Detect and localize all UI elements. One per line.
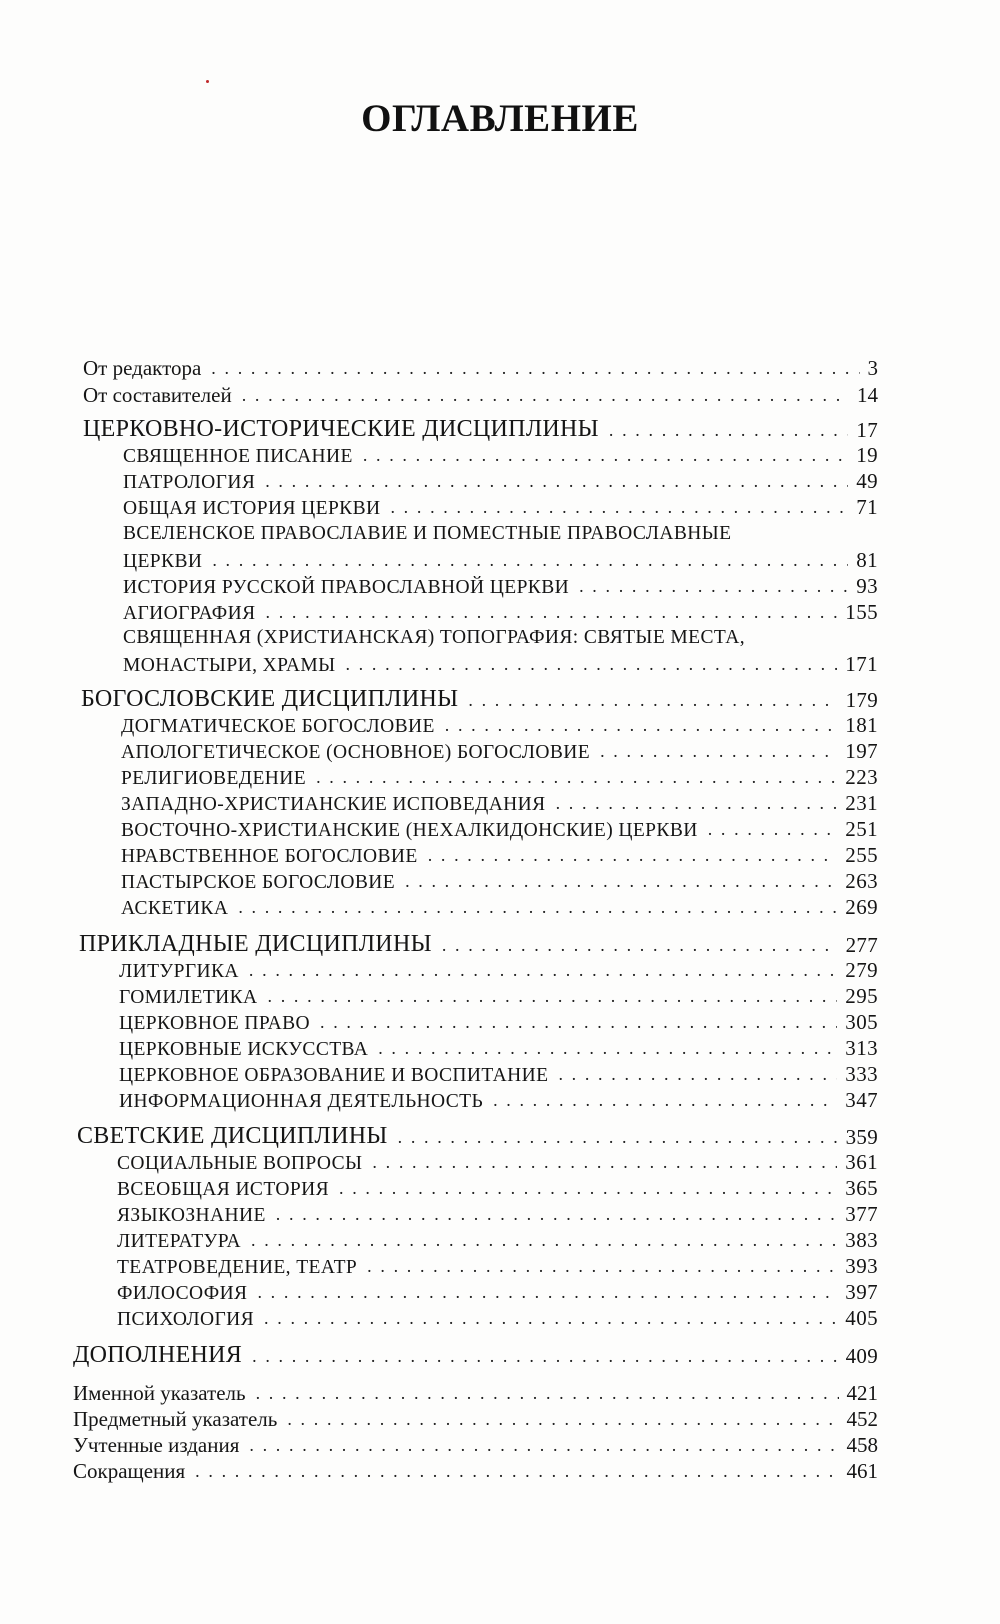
toc-entry-from-editor[interactable] — [83, 358, 878, 379]
toc-entry-label: ЦЕРКВИ — [123, 550, 203, 572]
toc-entry-page: 409 — [845, 1344, 878, 1368]
toc-entry-page: 365 — [845, 1176, 878, 1200]
toc-entry-moral-theology[interactable] — [121, 845, 878, 866]
toc-entry-russian-church-history[interactable] — [123, 576, 878, 597]
leader-dots — [257, 1283, 837, 1303]
leader-dots — [405, 872, 837, 892]
toc-entry-church-arts[interactable] — [119, 1038, 878, 1059]
toc-entry-religious-studies[interactable] — [121, 767, 878, 788]
toc-section-secular[interactable] — [77, 1124, 878, 1148]
toc-section-label: ДОПОЛНЕНИЯ — [73, 1342, 243, 1368]
toc-entry-label: ИСТОРИЯ РУССКОЙ ПРАВОСЛАВНОЙ ЦЕРКВИ — [123, 576, 570, 598]
leader-dots — [372, 1153, 837, 1173]
toc-entry-page: 171 — [845, 652, 878, 676]
toc-entry-from-compilers[interactable] — [83, 385, 878, 406]
toc-entry-label: ФИЛОСОФИЯ — [117, 1282, 248, 1304]
toc-entry-label: ИНФОРМАЦИОННАЯ ДЕЯТЕЛЬНОСТЬ — [119, 1090, 484, 1112]
toc-entry-label: ЦЕРКОВНЫЕ ИСКУССТВА — [119, 1038, 369, 1060]
leader-dots — [266, 603, 838, 623]
toc-entry-label: Учтенные издания — [73, 1433, 240, 1457]
toc-entry-eastern-churches[interactable] — [121, 819, 878, 840]
leader-dots — [390, 498, 848, 518]
toc-entry-page: 251 — [845, 817, 878, 841]
toc-entry-page: 383 — [845, 1228, 878, 1252]
toc-entry-page: 263 — [845, 869, 878, 893]
leader-dots — [251, 1231, 837, 1251]
toc-entry-page: 279 — [845, 958, 878, 982]
leader-dots — [378, 1039, 837, 1059]
leader-dots — [609, 421, 849, 441]
toc-entry-social-issues[interactable] — [117, 1152, 878, 1173]
toc-entry-page: 361 — [845, 1150, 878, 1174]
toc-section-appendices[interactable] — [73, 1343, 878, 1367]
toc-entry-label: ВОСТОЧНО-ХРИСТИАНСКИЕ (НЕХАЛКИДОНСКИЕ) ЦЕРКВИ — [121, 819, 698, 841]
leader-dots — [320, 1013, 837, 1033]
leader-dots — [442, 936, 838, 956]
toc-entry-linguistics[interactable] — [117, 1204, 878, 1225]
toc-entry-patrology[interactable] — [123, 471, 878, 492]
toc-entry-subject-index[interactable] — [73, 1409, 878, 1430]
leader-dots — [708, 820, 838, 840]
toc-entry-page: 452 — [846, 1407, 878, 1431]
toc-entry-liturgics[interactable] — [119, 960, 878, 981]
toc-entry-apologetics[interactable] — [121, 741, 878, 762]
toc-entry-ascetics[interactable] — [121, 897, 878, 918]
leader-dots — [276, 1205, 838, 1225]
toc-entry-label: АГИОГРАФИЯ — [123, 602, 256, 624]
toc-entry-literature[interactable] — [117, 1230, 878, 1251]
toc-entry-hagiography[interactable] — [123, 602, 878, 623]
toc-section-theology[interactable] — [81, 687, 878, 711]
toc-entry-pastoral-theology[interactable] — [121, 871, 878, 892]
leader-dots — [268, 987, 838, 1007]
toc-entry-page: 277 — [845, 933, 878, 957]
leader-dots — [558, 1065, 837, 1085]
toc-entry-page: 295 — [845, 984, 878, 1008]
toc-entry-label: РЕЛИГИОВЕДЕНИЕ — [121, 767, 307, 789]
toc-entry-topography[interactable] — [123, 654, 878, 675]
leader-dots — [212, 551, 848, 571]
toc-section-church-history[interactable] — [83, 417, 878, 441]
toc-entry-label: ГОМИЛЕТИКА — [119, 986, 258, 1008]
leader-dots — [428, 846, 838, 866]
toc-entry-page: 393 — [845, 1254, 878, 1278]
leader-dots — [264, 1309, 837, 1329]
toc-entry-information-activity[interactable] — [119, 1090, 878, 1111]
leader-dots — [316, 768, 837, 788]
toc-entry-page: 461 — [846, 1459, 878, 1483]
toc-entry-page: 197 — [845, 739, 878, 763]
toc-entry-label: ТЕАТРОВЕДЕНИЕ, ТЕАТР — [117, 1256, 358, 1278]
toc-entry-label: ВСЕОБЩАЯ ИСТОРИЯ — [117, 1178, 329, 1200]
toc-entry-church-education[interactable] — [119, 1064, 878, 1085]
leader-dots — [579, 577, 848, 597]
toc-entry-page: 231 — [845, 791, 878, 815]
toc-section-label: ПРИКЛАДНЫЕ ДИСЦИПЛИНЫ — [79, 931, 432, 957]
leader-dots — [256, 1384, 839, 1404]
toc-entry-label-line1: СВЯЩЕННАЯ (ХРИСТИАНСКАЯ) ТОПОГРАФИЯ: СВЯТЫЕ МЕСТА, — [123, 627, 745, 648]
toc-entry-label: ОБЩАЯ ИСТОРИЯ ЦЕРКВИ — [123, 497, 381, 519]
toc-entry-label: ПАТРОЛОГИЯ — [123, 471, 256, 493]
toc-entry-page: 93 — [856, 574, 878, 598]
leader-dots — [339, 1179, 837, 1199]
toc-entry-page: 17 — [856, 418, 878, 442]
toc-entry-label: ЯЗЫКОЗНАНИЕ — [117, 1204, 266, 1226]
toc-entry-editions[interactable] — [73, 1435, 878, 1456]
toc-entry-page: 179 — [845, 688, 878, 712]
leader-dots — [363, 446, 848, 466]
leader-dots — [195, 1462, 838, 1482]
leader-dots — [367, 1257, 837, 1277]
toc-entry-label: Сокращения — [73, 1459, 186, 1483]
leader-dots — [600, 742, 837, 762]
toc-entry-page: 223 — [845, 765, 878, 789]
toc-entry-label-line1: ВСЕЛЕНСКОЕ ПРАВОСЛАВИЕ И ПОМЕСТНЫЕ ПРАВОСЛАВНЫЕ — [123, 523, 732, 544]
leader-dots — [556, 794, 838, 814]
toc-entry-label: От составителей — [83, 383, 232, 407]
toc-entry-label: СВЯЩЕННОЕ ПИСАНИЕ — [123, 445, 353, 467]
toc-entry-label: Именной указатель — [73, 1381, 246, 1405]
toc-entry-abbreviations[interactable] — [73, 1461, 878, 1482]
toc-entry-page: 333 — [845, 1062, 878, 1086]
leader-dots — [398, 1128, 838, 1148]
toc-entry-psychology[interactable] — [117, 1308, 878, 1329]
toc-section-label: ЦЕРКОВНО-ИСТОРИЧЕСКИЕ ДИСЦИПЛИНЫ — [83, 416, 599, 442]
leader-dots — [445, 716, 838, 736]
toc-entry-page: 397 — [845, 1280, 878, 1304]
leader-dots — [238, 898, 837, 918]
page-title: ОГЛАВЛЕНИЕ — [361, 97, 639, 140]
toc-entry-label: ПСИХОЛОГИЯ — [117, 1308, 255, 1330]
leader-dots — [249, 1436, 838, 1456]
leader-dots — [287, 1410, 838, 1430]
toc-entry-label: АПОЛОГЕТИЧЕСКОЕ (ОСНОВНОЕ) БОГОСЛОВИЕ — [121, 741, 591, 763]
leader-dots — [468, 691, 837, 711]
toc-entry-name-index[interactable] — [73, 1383, 878, 1404]
toc-entry-label: ЛИТУРГИКА — [119, 960, 239, 982]
toc-entry-label: ЗАПАДНО-ХРИСТИАНСКИЕ ИСПОВЕДАНИЯ — [121, 793, 546, 815]
toc-entry-page: 377 — [845, 1202, 878, 1226]
toc-entry-label: ЛИТЕРАТУРА — [117, 1230, 241, 1252]
toc-entry-page: 49 — [856, 469, 878, 493]
leader-dots — [345, 655, 837, 675]
toc-entry-dogmatic-theology[interactable] — [121, 715, 878, 736]
toc-entry-page: 3 — [867, 356, 878, 380]
toc-entry-label: Предметный указатель — [73, 1407, 278, 1431]
toc-entry-label: АСКЕТИКА — [121, 897, 229, 919]
toc-entry-page: 81 — [856, 548, 878, 572]
toc-entry-philosophy[interactable] — [117, 1282, 878, 1303]
toc-entry-page: 359 — [845, 1125, 878, 1149]
toc-entry-western-confessions[interactable] — [121, 793, 878, 814]
toc-entry-page: 458 — [846, 1433, 878, 1457]
leader-dots — [249, 961, 837, 981]
toc-entry-page: 313 — [845, 1036, 878, 1060]
toc-entry-page: 155 — [845, 600, 878, 624]
toc-entry-page: 405 — [845, 1306, 878, 1330]
toc-section-label: СВЕТСКИЕ ДИСЦИПЛИНЫ — [77, 1123, 388, 1149]
toc-entry-page: 19 — [856, 443, 878, 467]
toc-entry-label: СОЦИАЛЬНЫЕ ВОПРОСЫ — [117, 1152, 363, 1174]
leader-dots — [265, 472, 848, 492]
toc-section-applied[interactable] — [79, 932, 878, 956]
toc-entry-label: От редактора — [83, 356, 202, 380]
toc-entry-page: 181 — [845, 713, 878, 737]
toc-entry-page: 14 — [857, 383, 878, 407]
toc-entry-church-law[interactable] — [119, 1012, 878, 1033]
toc-section-label: БОГОСЛОВСКИЕ ДИСЦИПЛИНЫ — [81, 686, 459, 712]
toc-entry-page: 269 — [845, 895, 878, 919]
toc-entry-homiletics[interactable] — [119, 986, 878, 1007]
toc-entry-page: 255 — [845, 843, 878, 867]
toc-entry-ecumenical-orthodoxy[interactable] — [123, 550, 878, 571]
toc-entry-label: ПАСТЫРСКОЕ БОГОСЛОВИЕ — [121, 871, 396, 893]
toc-entry-page: 71 — [856, 495, 878, 519]
toc-entry-theatre[interactable] — [117, 1256, 878, 1277]
toc-entry-label: ДОГМАТИЧЕСКОЕ БОГОСЛОВИЕ — [121, 715, 435, 737]
leader-dots — [493, 1091, 837, 1111]
toc-entry-label: НРАВСТВЕННОЕ БОГОСЛОВИЕ — [121, 845, 418, 867]
leader-dots — [252, 1347, 837, 1367]
toc-entry-page: 347 — [845, 1088, 878, 1112]
toc-entry-label: ЦЕРКОВНОЕ ПРАВО — [119, 1012, 311, 1034]
toc-entry-world-history[interactable] — [117, 1178, 878, 1199]
leader-dots — [242, 386, 849, 406]
leader-dots — [211, 359, 859, 379]
toc-entry-holy-scripture[interactable] — [123, 445, 878, 466]
toc-entry-label: МОНАСТЫРИ, ХРАМЫ — [123, 654, 336, 676]
toc-entry-page: 305 — [845, 1010, 878, 1034]
toc-entry-label: ЦЕРКОВНОЕ ОБРАЗОВАНИЕ И ВОСПИТАНИЕ — [119, 1064, 549, 1086]
toc-entry-general-church-history[interactable] — [123, 497, 878, 518]
toc-entry-page: 421 — [846, 1381, 878, 1405]
